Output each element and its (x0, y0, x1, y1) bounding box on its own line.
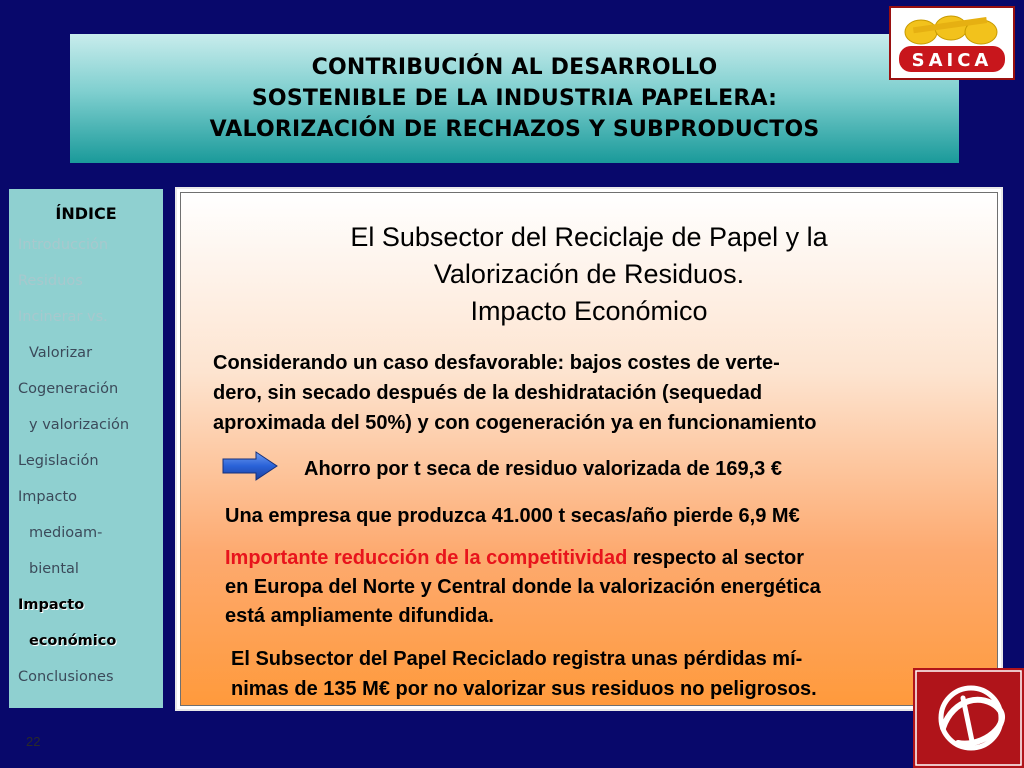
main-title (181, 219, 997, 330)
sector-loss-line-1: El Subsector del Papel Reciclado registra unas pérdidas mí- (231, 648, 803, 670)
sidebar-index (9, 189, 163, 708)
competitiveness-line-2: en Europa del Norte y Central donde la valorización energética (225, 576, 821, 598)
sector-loss-line-2: nimas de 135 M€ por no valorizar sus residuos no peligrosos. (231, 678, 817, 700)
sidebar-title: ÍNDICE (55, 204, 117, 223)
slide-title (70, 34, 959, 163)
saica-logo (889, 6, 1015, 80)
sidebar-item-impacto-medioambiental[interactable]: Impacto (18, 489, 78, 505)
sidebar-item-conclusiones[interactable]: Conclusiones (18, 669, 114, 685)
main-title-line-2: Valorización de Residuos. (433, 259, 745, 289)
right-arrow-icon (222, 451, 278, 481)
logo-text: SAICA (911, 50, 993, 71)
title-line-3: VALORIZACIÓN DE RECHAZOS Y SUBPRODUCTOS (209, 117, 820, 142)
sidebar-item-y-valorizacion[interactable]: y valorización (29, 417, 130, 433)
sidebar-item-incinerar[interactable]: Incinerar vs. (18, 309, 108, 325)
emblem-logo-icon (913, 668, 1024, 768)
title-line-2: SOSTENIBLE DE LA INDUSTRIA PAPELERA: (251, 86, 778, 111)
competitiveness-highlight: Importante reducción de la competitividad (225, 547, 628, 569)
title-line-1: CONTRIBUCIÓN AL DESARROLLO (311, 55, 718, 80)
company-loss-statement: Una empresa que produzca 41.000 t secas/año pierde 6,9 M€ (225, 505, 800, 527)
scenario-line-1: Considerando un caso desfavorable: bajos costes de verte- (213, 352, 780, 374)
competitiveness-line-3: está ampliamente difundida. (225, 605, 494, 627)
main-title-line-1: El Subsector del Reciclaje de Papel y la (350, 222, 828, 252)
saica-logo-graphic (891, 8, 1013, 78)
sidebar-item-valorizar[interactable]: Valorizar (29, 345, 93, 361)
sidebar-item-cogeneracion[interactable]: Cogeneración (18, 381, 119, 397)
main-content-frame (175, 187, 1003, 711)
sidebar-item-economico[interactable]: económico (29, 633, 117, 649)
scenario-line-2: dero, sin secado después de la deshidratación (sequedad (213, 382, 763, 404)
scenario-line-3: aproximada del 50%) y con cogeneración ya en funcionamiento (213, 412, 817, 434)
sidebar-item-biental[interactable]: biental (29, 561, 79, 577)
sidebar-item-introduccion[interactable]: Introducción (18, 237, 109, 253)
competitiveness-line-1 (225, 544, 1005, 573)
page-number: 22 (26, 734, 41, 749)
sector-loss-paragraph (231, 644, 1001, 704)
sidebar-item-residuos[interactable]: Residuos (18, 273, 83, 289)
sidebar-item-impacto-economico[interactable]: Impacto (18, 597, 85, 613)
sidebar-item-medioam[interactable]: medioam- (29, 525, 103, 541)
sidebar-item-legislacion[interactable]: Legislación (18, 453, 99, 469)
main-content (180, 192, 998, 706)
main-title-line-3: Impacto Económico (470, 296, 708, 326)
competitiveness-line-1-rest: respecto al sector (627, 547, 805, 569)
savings-statement: Ahorro por t seca de residuo valorizada de 169,3 € (304, 458, 782, 480)
competitiveness-paragraph (225, 544, 1005, 631)
scenario-paragraph (213, 348, 993, 438)
